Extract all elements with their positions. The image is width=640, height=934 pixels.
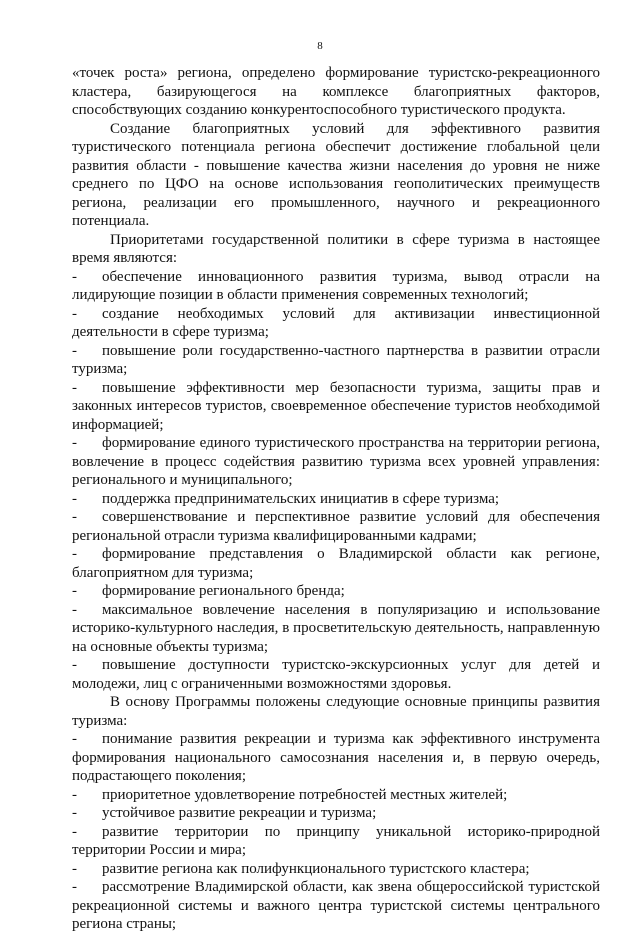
- list-item: - повышение роли государственно-частного партнерства в развитии отрасли туризма;: [72, 342, 600, 377]
- list-item: - повышение доступности туристско-экскурсионных услуг для детей и молодежи, лиц с ограниченными возможностями здоровья.: [72, 657, 600, 692]
- dash-marker: -: [72, 268, 77, 285]
- dash-marker: -: [72, 583, 77, 599]
- dash-marker: -: [72, 805, 77, 821]
- page-number: 8: [317, 40, 323, 52]
- dash-marker: -: [72, 435, 77, 451]
- dash-marker: -: [72, 342, 77, 359]
- dash-marker: -: [72, 731, 77, 747]
- dash-marker: -: [72, 490, 77, 507]
- paragraph-growth-points: «точек роста» региона, определено формирование туристско-рекреационного кластера, базирующегося на комплексе благоприятных факторов, способствующих созданию конкурентоспособного туристического продукта.: [72, 65, 600, 118]
- list-item: - обеспечение инновационного развития туризма, вывод отрасли на лидирующие позиции в области применения современных технологий;: [72, 268, 600, 303]
- dash-marker: -: [72, 546, 77, 562]
- paragraph-favorable-conditions: Создание благоприятных условий для эффективного развития туристического потенциала региона обеспечит достижение глобальной цели развития области - повышение качества жизни населения до уровня не ниже среднего по ЦФО на основе использования геополитических преимуществ региона, реализации его промышленного, научного и рекреационного потенциала.: [72, 120, 600, 229]
- list-item: - формирование представления о Владимирской области как регионе, благоприятном для туризма;: [72, 546, 600, 581]
- principles-list: [72, 730, 600, 934]
- list-item: - совершенствование и перспективное развитие условий для обеспечения региональной отрасли туризма квалифицированными кадрами;: [72, 509, 600, 544]
- dash-marker: -: [72, 305, 77, 322]
- dash-marker: -: [72, 879, 77, 895]
- dash-marker: -: [72, 657, 77, 673]
- list-item: - повышение эффективности мер безопасности туризма, защиты прав и законных интересов туристов, своевременное обеспечение туристов необходимой информацией;: [72, 379, 600, 433]
- list-item: - устойчивое развитие рекреации и туризма;: [72, 805, 377, 821]
- list-item: - создание необходимых условий для активизации инвестиционной деятельности в сфере туризма;: [72, 305, 600, 340]
- list-item: - рассмотрение Владимирской области, как звена общероссийской туристской рекреационной системы и важного центра туристской системы центрального региона страны;: [72, 879, 600, 932]
- priorities-list: [72, 268, 600, 694]
- paragraph-principles-intro: В основу Программы положены следующие основные принципы развития туризма:: [72, 694, 600, 729]
- list-item: - формирование единого туристического пространства на территории региона, вовлечение в процесс содействия развитию туризма всех уровней управления: регионального и муниципального;: [72, 435, 600, 488]
- document-body: [72, 64, 600, 934]
- dash-marker: -: [72, 786, 77, 803]
- list-item: - максимальное вовлечение населения в популяризацию и использование историко-культурного наследия, в просветительскую деятельность, направленную на основные объекты туризма;: [72, 601, 600, 655]
- dash-marker: -: [72, 601, 77, 618]
- dash-marker: -: [72, 379, 77, 396]
- paragraph-priorities-intro: Приоритетами государственной политики в сфере туризма в настоящее время являются:: [72, 231, 600, 266]
- list-item: - понимание развития рекреации и туризма как эффективного инструмента формирования национального самосознания населения и, в первую очередь, подрастающего поколения;: [72, 731, 600, 784]
- dash-marker: -: [72, 823, 77, 840]
- list-item: - формирование регионального бренда;: [72, 583, 345, 599]
- list-item: - развитие региона как полифункционального туристского кластера;: [72, 860, 530, 877]
- dash-marker: -: [72, 509, 77, 525]
- dash-marker: -: [72, 860, 77, 877]
- list-item: - поддержка предпринимательских инициатив в сфере туризма;: [72, 490, 500, 507]
- list-item: - приоритетное удовлетворение потребностей местных жителей;: [72, 786, 508, 803]
- list-item: - развитие территории по принципу уникальной историко-природной территории России и мира;: [72, 823, 600, 858]
